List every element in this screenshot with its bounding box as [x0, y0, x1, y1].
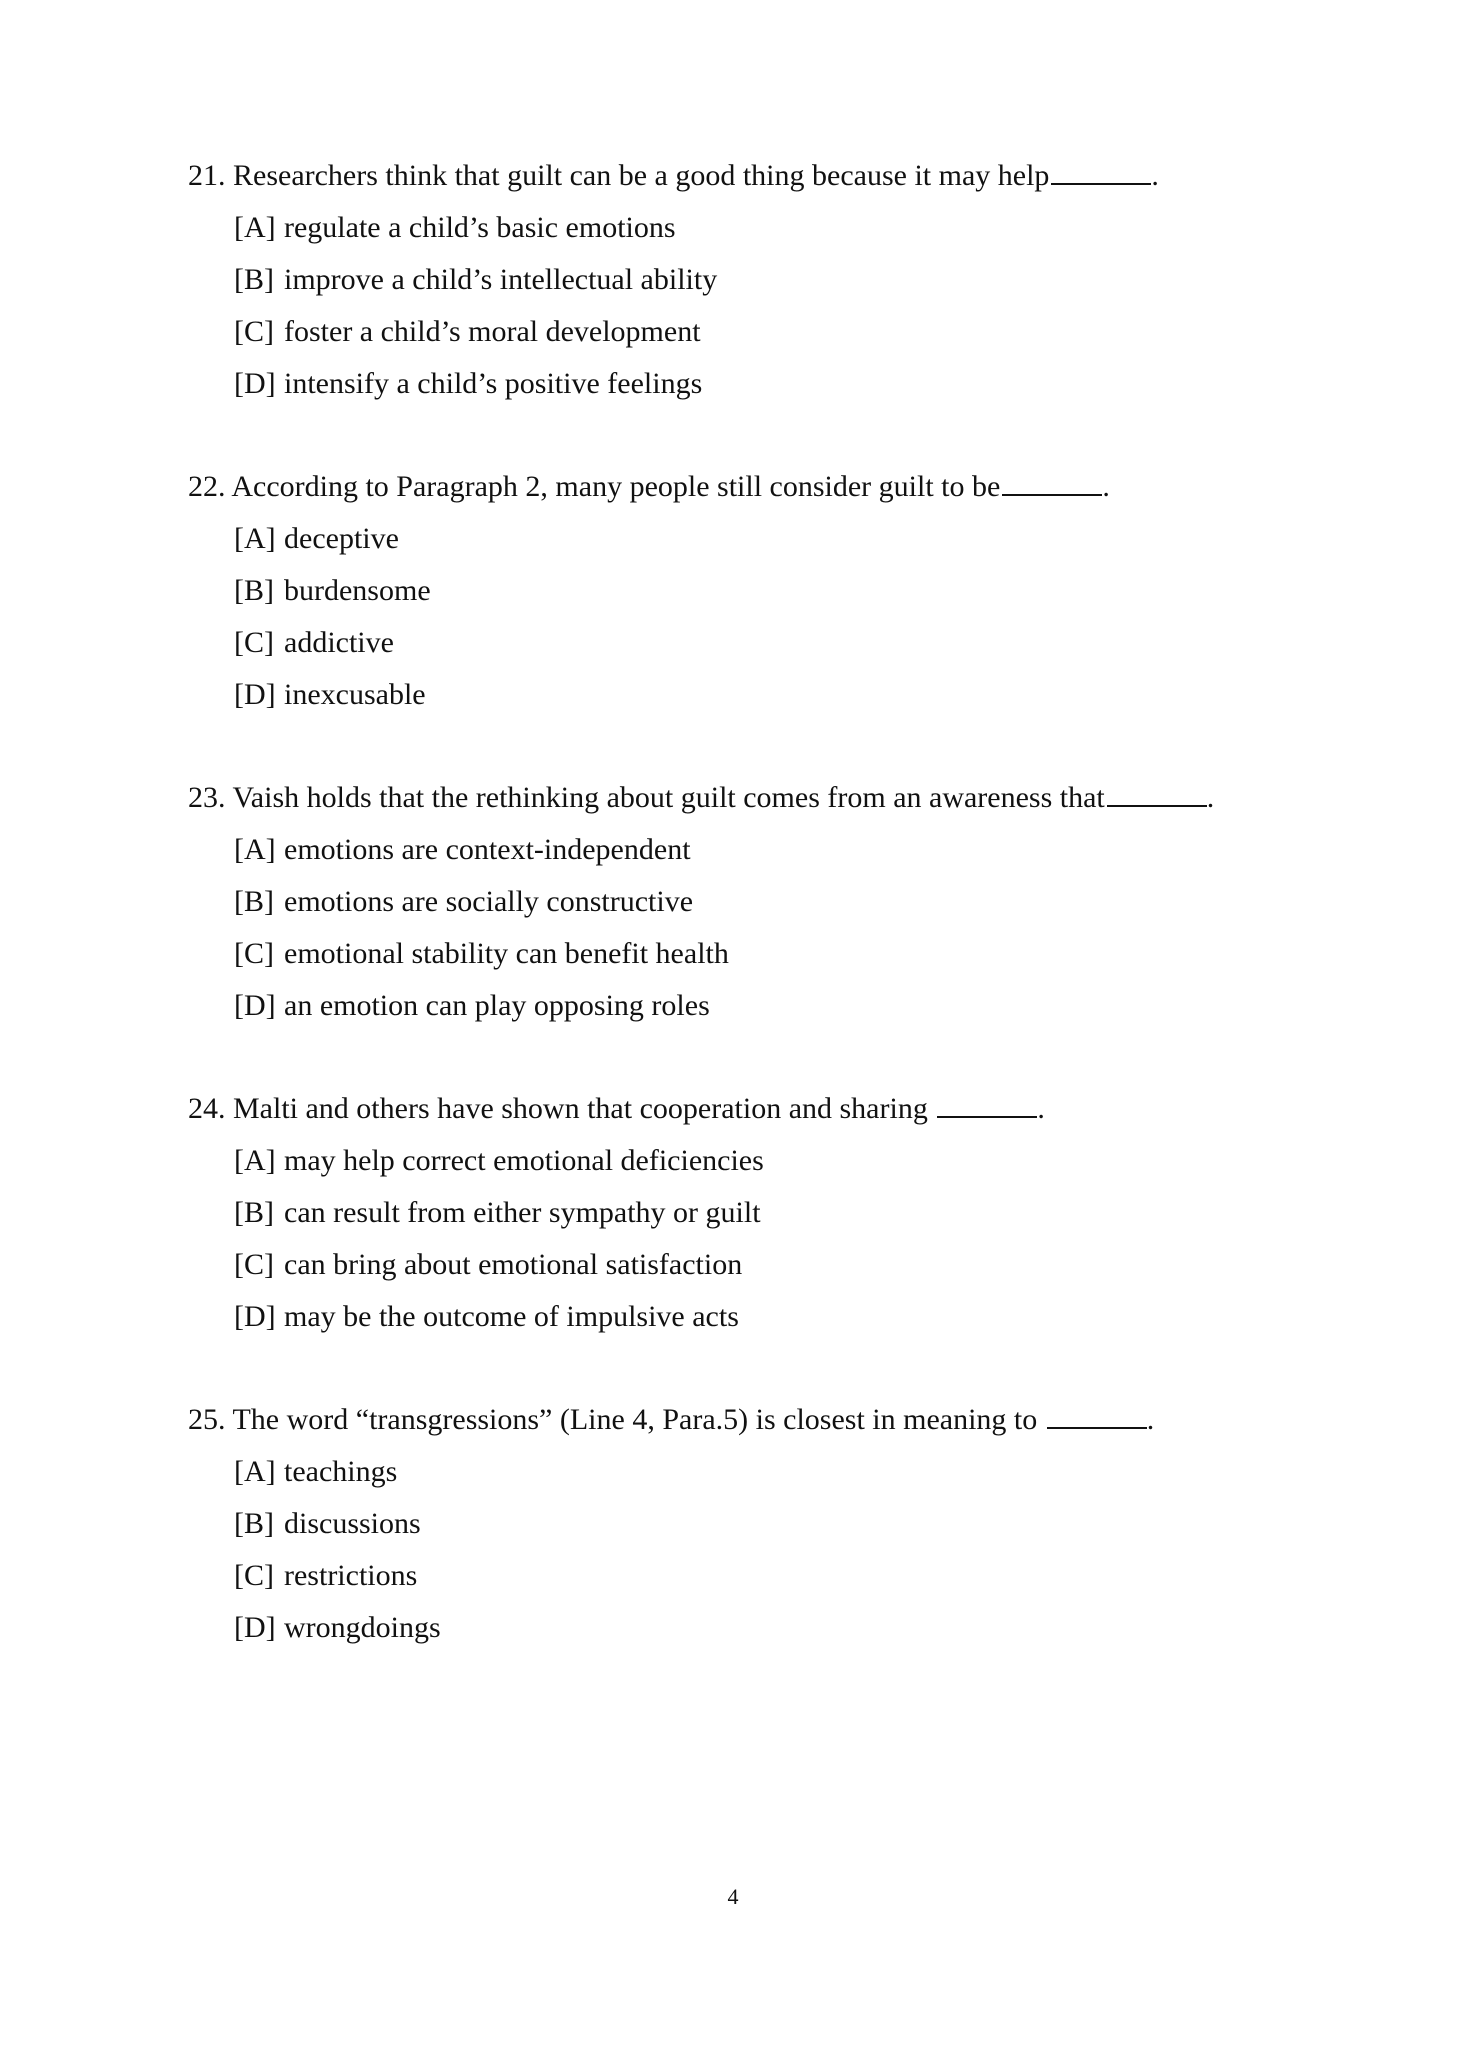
question-22	[188, 461, 1288, 721]
option-letter: [A]	[234, 211, 276, 244]
option-a	[188, 1135, 1288, 1187]
option-letter: [D]	[234, 1611, 276, 1644]
option-letter: [C]	[234, 1559, 274, 1592]
option-letter: [B]	[234, 885, 274, 918]
stem-end: .	[1151, 159, 1159, 192]
option-letter: [D]	[234, 678, 276, 711]
option-d	[188, 358, 1288, 410]
stem-end: .	[1102, 470, 1110, 503]
option-letter: [B]	[234, 1507, 274, 1540]
stem-end: .	[1146, 1403, 1155, 1436]
option-c	[188, 1550, 1288, 1602]
option-letter: [C]	[234, 937, 274, 970]
option-letter: [A]	[234, 1455, 276, 1488]
option-text: can bring about emotional satisfaction	[284, 1248, 743, 1281]
question-stem	[188, 150, 1288, 202]
option-b	[188, 876, 1288, 928]
option-d	[188, 669, 1288, 721]
question-stem	[188, 1394, 1288, 1446]
option-text: discussions	[284, 1507, 421, 1540]
option-text: addictive	[284, 626, 394, 659]
question-text: 25. The word “transgressions” (Line 4, Para.5) is closest in meaning to	[188, 1403, 1045, 1436]
option-text: restrictions	[284, 1559, 418, 1592]
option-b	[188, 1498, 1288, 1550]
option-letter: [C]	[234, 626, 274, 659]
option-text: regulate a child’s basic emotions	[284, 211, 676, 244]
option-letter: [A]	[234, 1144, 276, 1177]
option-letter: [D]	[234, 989, 276, 1022]
option-letter: [D]	[234, 1300, 276, 1333]
option-b	[188, 254, 1288, 306]
option-text: can result from either sympathy or guilt	[284, 1196, 761, 1229]
option-text: burdensome	[284, 574, 431, 607]
question-text: 23. Vaish holds that the rethinking about guilt comes from an awareness that	[188, 781, 1105, 814]
question-text: 22. According to Paragraph 2, many people still consider guilt to be	[188, 470, 1001, 503]
question-text: 24. Malti and others have shown that cooperation and sharing	[188, 1092, 936, 1125]
question-25	[188, 1394, 1288, 1654]
question-stem	[188, 772, 1288, 824]
option-letter: [B]	[234, 1196, 274, 1229]
option-letter: [A]	[234, 522, 276, 555]
option-text: emotions are socially constructive	[284, 885, 694, 918]
question-text: 21. Researchers think that guilt can be a good thing because it may help	[188, 159, 1050, 192]
option-text: inexcusable	[284, 678, 426, 711]
option-text: foster a child’s moral development	[284, 315, 701, 348]
option-c	[188, 306, 1288, 358]
option-text: emotions are context-independent	[284, 833, 691, 866]
question-stem	[188, 1083, 1288, 1135]
option-text: an emotion can play opposing roles	[284, 989, 710, 1022]
option-list	[188, 1135, 1288, 1343]
option-a	[188, 513, 1288, 565]
option-d	[188, 980, 1288, 1032]
question-stem	[188, 461, 1288, 513]
option-text: may be the outcome of impulsive acts	[284, 1300, 739, 1333]
option-letter: [A]	[234, 833, 276, 866]
option-c	[188, 617, 1288, 669]
option-d	[188, 1291, 1288, 1343]
option-list	[188, 202, 1288, 410]
option-letter: [C]	[234, 315, 274, 348]
answer-blank	[937, 1090, 1037, 1118]
option-letter: [B]	[234, 574, 274, 607]
option-text: may help correct emotional deficiencies	[284, 1144, 764, 1177]
option-c	[188, 928, 1288, 980]
option-a	[188, 824, 1288, 876]
stem-end: .	[1037, 1092, 1045, 1125]
question-23	[188, 772, 1288, 1032]
option-text: intensify a child’s positive feelings	[284, 367, 703, 400]
option-list	[188, 513, 1288, 721]
option-text: teachings	[284, 1455, 398, 1488]
option-b	[188, 565, 1288, 617]
option-text: improve a child’s intellectual ability	[284, 263, 718, 296]
option-a	[188, 202, 1288, 254]
option-text: deceptive	[284, 522, 399, 555]
option-letter: [B]	[234, 263, 274, 296]
option-c	[188, 1239, 1288, 1291]
option-a	[188, 1446, 1288, 1498]
answer-blank	[1051, 157, 1151, 185]
page-number: 4	[727, 1884, 739, 1909]
answer-blank	[1107, 779, 1207, 807]
option-text: emotional stability can benefit health	[284, 937, 729, 970]
option-list	[188, 1446, 1288, 1654]
option-list	[188, 824, 1288, 1032]
option-letter: [C]	[234, 1248, 274, 1281]
option-text: wrongdoings	[284, 1611, 441, 1644]
option-d	[188, 1602, 1288, 1654]
answer-blank	[1047, 1401, 1147, 1429]
stem-end: .	[1206, 781, 1215, 814]
answer-blank	[1002, 468, 1102, 496]
question-24	[188, 1083, 1288, 1343]
question-21	[188, 150, 1288, 410]
option-letter: [D]	[234, 367, 276, 400]
option-b	[188, 1187, 1288, 1239]
